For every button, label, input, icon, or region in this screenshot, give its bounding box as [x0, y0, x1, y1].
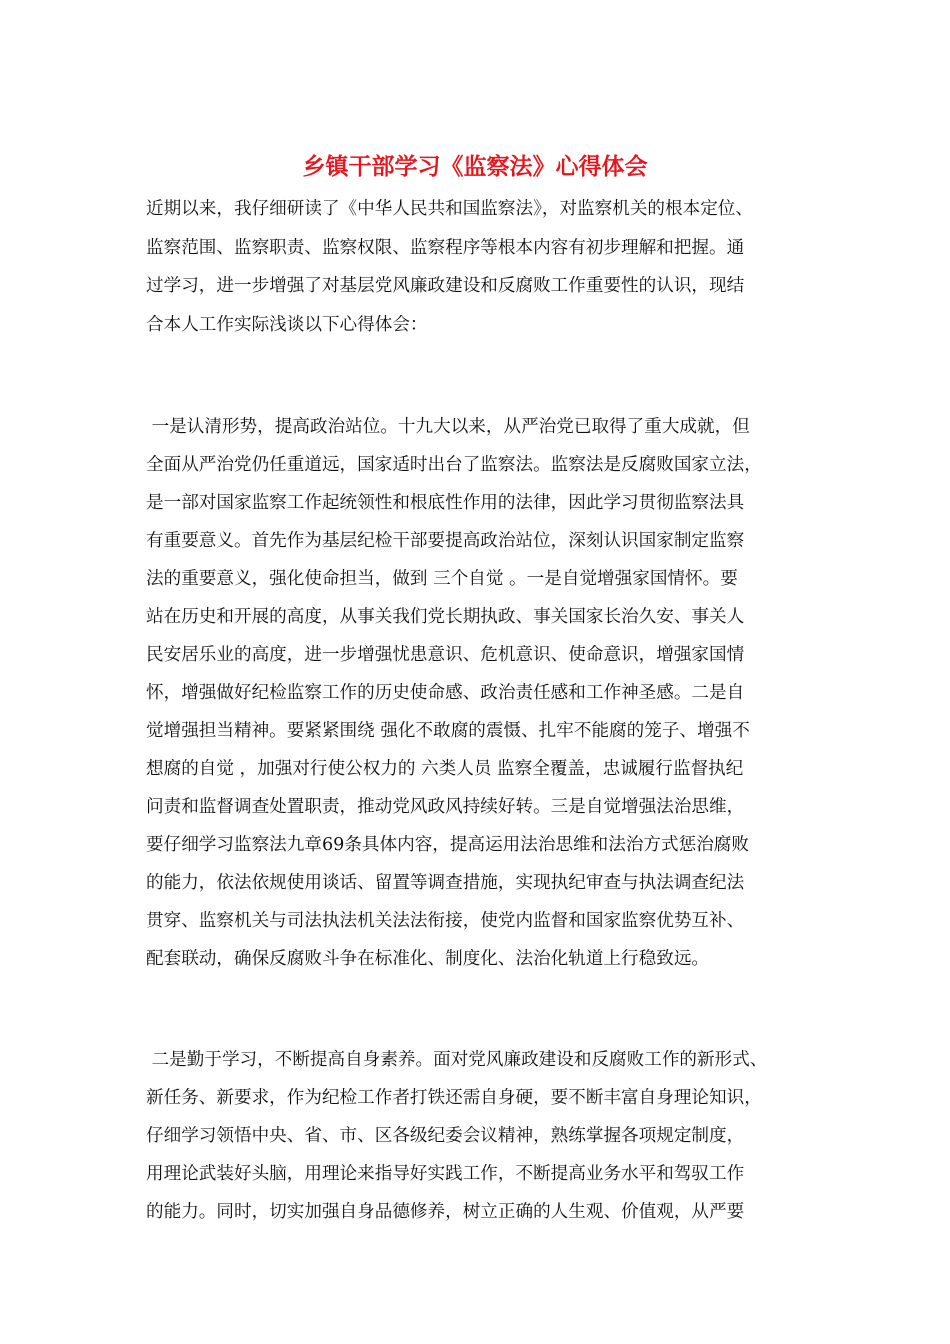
- paragraph-line: 用理论武装好头脑，用理论来指导好实践工作，不断提高业务水平和驾驭工作: [146, 1164, 745, 1184]
- document-title: 乡镇干部学习《监察法》心得体会: [302, 153, 648, 180]
- paragraph-line: 全面从严治党仍任重道远，国家适时出台了监察法。监察法是反腐败国家立法，: [146, 455, 762, 475]
- paragraph-line: 近期以来，我仔细研读了《中华人民共和国监察法》，对监察机关的根本定位、: [146, 199, 753, 219]
- paragraph-line: 二是勤于学习，不断提高自身素养。面对党风廉政建设和反腐败工作的新形式、: [146, 1050, 768, 1070]
- paragraph-line: 是一部对国家监察工作起统领性和根底性作用的法律，因此学习贯彻监察法具: [146, 493, 745, 513]
- paragraph-line: 监察范围、监察职责、监察权限、监察程序等根本内容有初步理解和把握。通: [146, 238, 745, 258]
- paragraph-line: 过学习，进一步增强了对基层党风廉政建设和反腐败工作重要性的认识，现结: [146, 276, 745, 296]
- paragraph-line: 要仔细学习监察法九章69条具体内容，提高运用法治思维和法治方式惩治腐败: [146, 835, 749, 855]
- paragraph-line: 法的重要意义，强化使命担当，做到 三个自觉 。一是自觉增强家国情怀。要: [146, 569, 738, 589]
- paragraph-line: 想腐的自觉 ，加强对行使公权力的 六类人员 监察全覆盖，忠诚履行监督执纪: [146, 759, 744, 779]
- paragraph-line: 配套联动，确保反腐败斗争在标准化、制度化、法治化轨道上行稳致远。: [146, 949, 710, 969]
- paragraph-line: 的能力。同时，切实加强自身品德修养，树立正确的人生观、价值观，从严要: [146, 1202, 745, 1222]
- paragraph-line: 问责和监督调查处置职责，推动党风政风持续好转。三是自觉增强法治思维，: [146, 797, 745, 817]
- paragraph-line: 民安居乐业的高度，进一步增强忧患意识、危机意识、使命意识，增强家国情: [146, 645, 745, 665]
- paragraph-line: 的能力，依法依规使用谈话、留置等调查措施，实现执纪审查与执法调查纪法: [146, 873, 745, 893]
- paragraph-line: 站在历史和开展的高度，从事关我们党长期执政、事关国家长治久安、事关人: [146, 607, 745, 627]
- paragraph-line: 觉增强担当精神。要紧紧围绕 强化不敢腐的震慑、扎牢不能腐的笼子、增强不: [146, 721, 750, 741]
- paragraph-line: 一是认清形势，提高政治站位。十九大以来，从严治党已取得了重大成就，但: [146, 417, 750, 437]
- paragraph-line: 怀，增强做好纪检监察工作的历史使命感、政治责任感和工作神圣感。二是自: [146, 683, 745, 703]
- paragraph-line: 新任务、新要求，作为纪检工作者打铁还需自身硬，要不断丰富自身理论知识，: [146, 1088, 762, 1108]
- paragraph-line: 合本人工作实际浅谈以下心得体会：: [146, 315, 428, 335]
- paragraph-line: 仔细学习领悟中央、省、市、区各级纪委会议精神，熟练掌握各项规定制度，: [146, 1126, 745, 1146]
- paragraph-line: 贯穿、监察机关与司法执法机关法法衔接，使党内监督和国家监察优势互补、: [146, 911, 745, 931]
- paragraph-line: 有重要意义。首先作为基层纪检干部要提高政治站位，深刻认识国家制定监察: [146, 531, 745, 551]
